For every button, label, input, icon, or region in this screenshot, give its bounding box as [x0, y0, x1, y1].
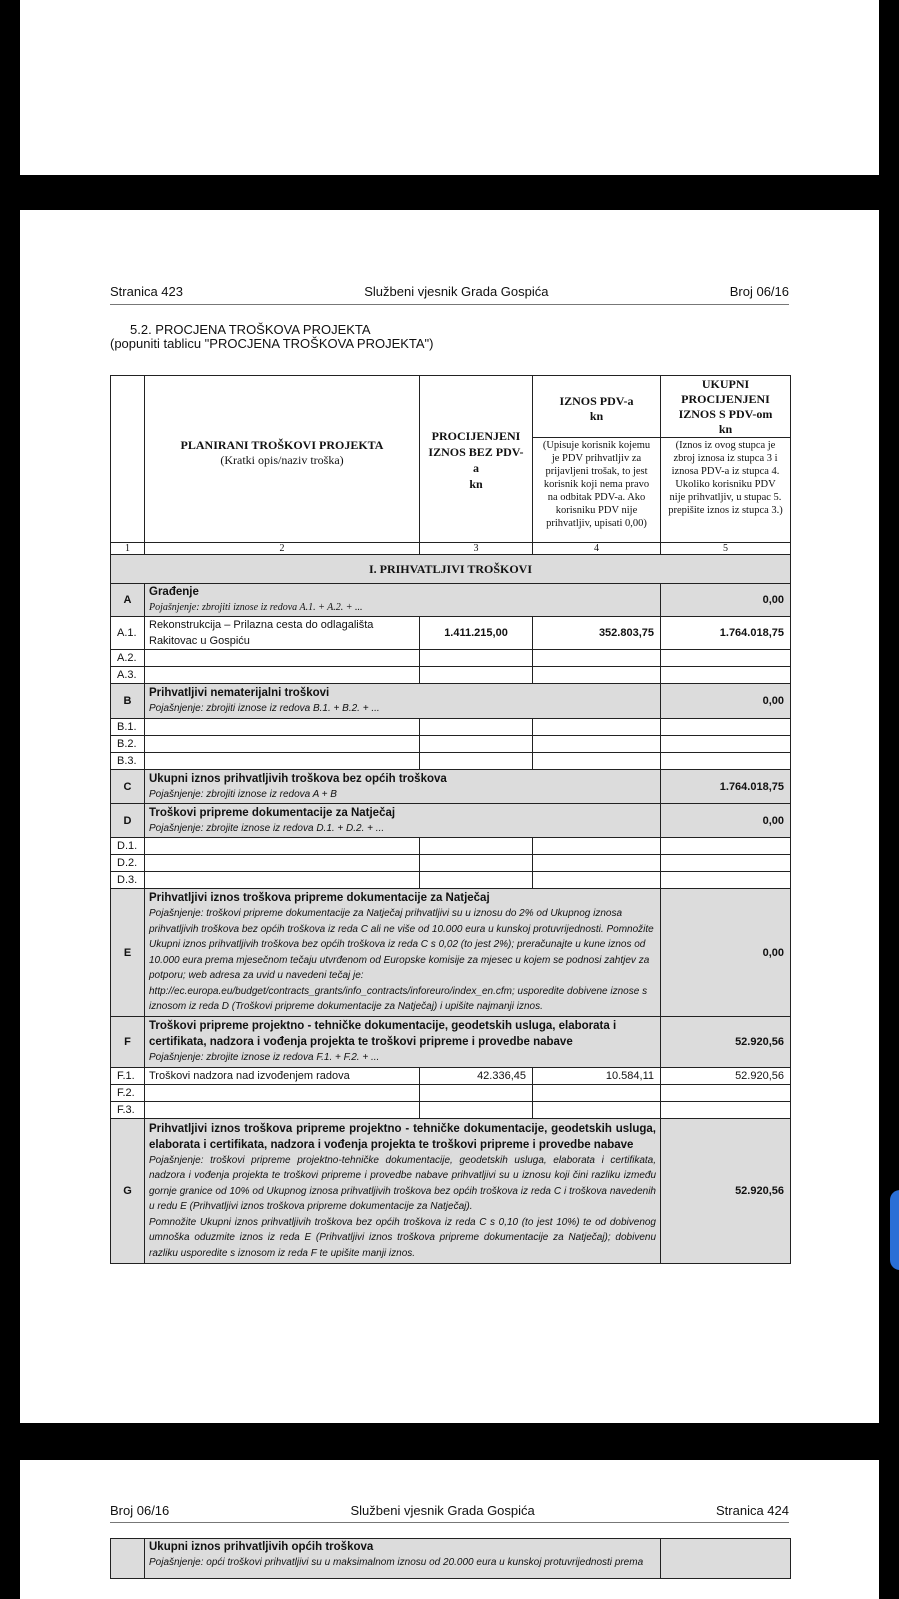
row-code: C	[111, 770, 145, 804]
row-note: Pojašnjenje: troškovi pripreme projektno-tehničke dokumentacije, geodetskih usluga, elaborata i certifikata, nadzora i vođenja projekta te troškovi pripreme i provedbe nabave prihvatljivi su u iznosu koji čini razliku između gornje granice od 10% od Ukupnog iznosa prihvatljivih troškova bez općih troškova iz reda C i troškova navedenih u redu E (Prihvatljivi iznos troškova pripreme dokumentacije za Natječaj).	[149, 1154, 656, 1213]
header-cell-total-incl-vat	[661, 376, 791, 543]
row-note: Pojašnjenje: troškovi pripreme dokumentacije za Natječaj prihvatljivi su u iznosu do 2% od Ukupnog iznosa prihvatljivih troškova bez općih troškova iz reda C ali ne više od 10.000 eura u kunskoj protuvrijednosti. Pomnožite Ukupni iznos prihvatljivih troškova bez općih troškova iz reda C s 0,02 (to jest 2%); preračunajte u kune iznos od 10.000 eura prema mjesečnom tečaju utvrđenom od Europske komisije za mjesec u kojem se podnosi zahtjev za potporu; web adresa za uvid u navedeni tečaj je: http://ec.europa.eu/budget/contracts_grants/info_contracts/inforeuro/index_en.cfm; usporedite dobivene iznose s iznosom iz reda D (Troškovi pripreme dokumentacije za Natječaj) i upišite najmanji iznos.	[149, 908, 654, 1013]
table-row-D3	[111, 872, 791, 889]
empty-cell	[533, 753, 661, 770]
vat-amount: 10.584,11	[533, 1068, 661, 1085]
row-code: A.2.	[111, 650, 145, 667]
table-row-B2	[111, 736, 791, 753]
table-row-A2	[111, 650, 791, 667]
table-row-F3	[111, 1102, 791, 1119]
row-total: 0,00	[661, 889, 791, 1017]
header-divider	[110, 304, 789, 305]
page-top-fragment	[20, 0, 879, 175]
empty-cell	[533, 736, 661, 753]
empty-cell	[661, 719, 791, 736]
empty-cell	[533, 1102, 661, 1119]
table-header-row	[111, 376, 791, 543]
amount-incl-vat: 52.920,56	[661, 1068, 791, 1085]
empty-cell	[533, 855, 661, 872]
empty-cell	[533, 872, 661, 889]
row-total: 0,00	[661, 684, 791, 719]
empty-cell	[420, 667, 533, 684]
row-description	[145, 617, 420, 650]
header-cell-description	[145, 376, 420, 543]
row-description	[145, 684, 661, 719]
row-total: 0,00	[661, 584, 791, 617]
row-description	[145, 1102, 420, 1119]
header-text: IZNOS PDV-a	[559, 394, 634, 408]
header-text: kn	[589, 409, 604, 423]
row-code: F.1.	[111, 1068, 145, 1085]
page-number: Stranica 423	[110, 284, 183, 299]
row-description	[145, 667, 420, 684]
row-code: B	[111, 684, 145, 719]
table-row-A3	[111, 667, 791, 684]
empty-cell	[420, 1085, 533, 1102]
section-title: 5.2. PROCJENA TROŠKOVA PROJEKTA	[130, 322, 371, 337]
header-divider	[110, 1522, 789, 1523]
table-row-G	[111, 1119, 791, 1264]
table-row-general-costs	[111, 1539, 791, 1579]
document-page-424	[20, 1460, 879, 1599]
empty-cell	[420, 855, 533, 872]
row-title: Prihvatljivi iznos troškova pripreme projektno - tehničke dokumentacije, geodetskih usluga, elaborata i certifikata, nadzora i vođenja projekta te troškovi pripreme i provedbe nabave	[149, 1122, 656, 1151]
table-row-B	[111, 684, 791, 719]
row-code: F.2.	[111, 1085, 145, 1102]
row-total: 52.920,56	[661, 1017, 791, 1068]
column-number: 2	[145, 543, 420, 555]
header-cell-empty	[111, 376, 145, 543]
row-title: Ukupni iznos prihvatljivih troškova bez općih troškova	[149, 772, 447, 785]
amount-excl-vat: 1.411.215,00	[420, 617, 533, 650]
vat-amount: 352.803,75	[533, 617, 661, 650]
page-header	[110, 1503, 789, 1518]
empty-cell	[661, 838, 791, 855]
row-code: F.3.	[111, 1102, 145, 1119]
empty-cell	[661, 736, 791, 753]
row-code: A	[111, 584, 145, 617]
row-description: Troškovi nadzora nad izvođenjem radova	[145, 1068, 420, 1085]
column-number-row	[111, 543, 791, 555]
empty-cell	[420, 736, 533, 753]
row-description	[145, 1539, 661, 1579]
row-code: A.3.	[111, 667, 145, 684]
empty-cell	[420, 1102, 533, 1119]
table-row-B3	[111, 753, 791, 770]
table-row-D2	[111, 855, 791, 872]
row-description	[145, 584, 661, 617]
row-code: F	[111, 1017, 145, 1068]
row-total: 52.920,56	[661, 1119, 791, 1264]
table-row-E	[111, 889, 791, 1017]
header-text: kn	[718, 422, 733, 436]
header-text: UKUPNI	[701, 377, 750, 391]
table-row-B1	[111, 719, 791, 736]
row-text: Rakitovac u Gospiću	[149, 635, 250, 647]
row-description	[145, 872, 420, 889]
section-heading: I. PRIHVATLJIVI TROŠKOVI	[111, 555, 791, 584]
scroll-handle[interactable]	[890, 1190, 899, 1270]
header-text: IZNOS BEZ PDV-	[428, 445, 524, 459]
issue-number: Broj 06/16	[729, 284, 789, 299]
row-code: D.2.	[111, 855, 145, 872]
row-text: Rekonstrukcija – Prilazna cesta do odlagališta	[149, 619, 374, 631]
header-text: PROCIJENJENI	[431, 429, 521, 443]
empty-cell	[661, 872, 791, 889]
row-note: Pojašnjenje: zbrojite iznose iz redova D.1. + D.2. + ...	[149, 822, 385, 834]
row-description	[145, 838, 420, 855]
section-subtitle: (popuniti tablicu "PROCJENA TROŠKOVA PROJEKTA")	[110, 336, 434, 351]
row-note: Pojašnjenje: zbrojiti iznose iz redova A.1. + A.2. + ...	[149, 602, 363, 614]
publication-title: Službeni vjesnik Grada Gospića	[364, 284, 549, 299]
document-page-423	[20, 210, 879, 1423]
page-number: Stranica 424	[716, 1503, 789, 1518]
empty-cell	[420, 753, 533, 770]
row-code: D	[111, 804, 145, 838]
row-code	[111, 1539, 145, 1579]
row-code: G	[111, 1119, 145, 1264]
amount-incl-vat: 1.764.018,75	[661, 617, 791, 650]
header-note: (Upisuje korisnik kojemu je PDV prihvatljiv za prijavljeni trošak, to jest korisnik koji nema pravo na odbitak PDV-a. Ako korisniku PDV nije prihvatljiv, upisati 0,00)	[542, 440, 651, 529]
row-note: Pojašnjenje: opći troškovi prihvatljivi su u maksimalnom iznosu od 20.000 eura u kunskoj protuvrijednosti prema	[149, 1557, 644, 1568]
header-cell-amount-excl-vat	[420, 376, 533, 543]
column-number: 3	[420, 543, 533, 555]
empty-cell	[661, 667, 791, 684]
row-description	[145, 889, 661, 1017]
row-code: E	[111, 889, 145, 1017]
row-description	[145, 719, 420, 736]
empty-cell	[533, 719, 661, 736]
table-row-F	[111, 1017, 791, 1068]
row-description	[145, 1119, 661, 1264]
row-description	[145, 650, 420, 667]
row-title: Prihvatljivi nematerijalni troškovi	[149, 687, 330, 700]
row-total: 0,00	[661, 804, 791, 838]
header-text: a	[473, 461, 479, 475]
empty-cell	[533, 650, 661, 667]
table-row-A1	[111, 617, 791, 650]
table-row-A	[111, 584, 791, 617]
row-code: B.3.	[111, 753, 145, 770]
row-description	[145, 804, 661, 838]
empty-cell	[420, 650, 533, 667]
row-note: Pojašnjenje: zbrojiti iznose iz redova A + B	[149, 788, 337, 800]
table-row-D1	[111, 838, 791, 855]
row-title: Troškovi pripreme projektno - tehničke dokumentacije, geodetskih usluga, elaborata i certifikata, nadzora i vođenja projekta te troškovi pripreme i provedbe nabave	[149, 1020, 617, 1049]
row-description	[145, 855, 420, 872]
issue-number: Broj 06/16	[110, 1503, 170, 1518]
empty-cell	[661, 1102, 791, 1119]
empty-cell	[420, 719, 533, 736]
empty-cell	[533, 838, 661, 855]
table-row-C	[111, 770, 791, 804]
header-title: PLANIRANI TROŠKOVI PROJEKTA	[180, 438, 384, 452]
row-code: A.1.	[111, 617, 145, 650]
header-cell-vat	[533, 376, 661, 543]
row-code: D.1.	[111, 838, 145, 855]
row-description	[145, 770, 661, 804]
table-row-D	[111, 804, 791, 838]
row-total	[661, 1539, 791, 1579]
row-description	[145, 736, 420, 753]
table-row-F1	[111, 1068, 791, 1085]
cost-estimate-table	[110, 375, 791, 1264]
row-title: Ukupni iznos prihvatljivih općih troškova	[149, 1541, 374, 1553]
row-note: Pojašnjenje: zbrojite iznose iz redova F.1. + F.2. + ...	[149, 1052, 380, 1064]
row-code: B.1.	[111, 719, 145, 736]
row-title: Građenje	[149, 586, 199, 599]
empty-cell	[661, 1085, 791, 1102]
page-header	[110, 284, 789, 299]
row-note: Pojašnjenje: zbrojiti iznose iz redova B.1. + B.2. + ...	[149, 703, 380, 715]
header-subtitle: (Kratki opis/naziv troška)	[220, 453, 344, 467]
section-heading-row	[111, 555, 791, 584]
row-note: Pomnožite Ukupni iznos prihvatljivih troškova bez općih troškova iz reda C s 0,10 (to jest 10%) te od dobivenog umnoška oduzmite iznos iz reda E (Prihvatljivi iznos troškova pripreme dokumentacije za Natječaj); dobivenu razliku usporedite s iznosom iz reda F te upišite manji iznos.	[149, 1216, 656, 1259]
header-text: kn	[469, 477, 483, 491]
row-code: D.3.	[111, 872, 145, 889]
row-description	[145, 1017, 661, 1068]
row-title: Troškovi pripreme dokumentacije za Natječaj	[149, 806, 396, 819]
row-description	[145, 753, 420, 770]
empty-cell	[533, 667, 661, 684]
empty-cell	[661, 753, 791, 770]
empty-cell	[661, 650, 791, 667]
amount-excl-vat: 42.336,45	[420, 1068, 533, 1085]
table-row-F2	[111, 1085, 791, 1102]
header-note: (Iznos iz ovog stupca je zbroj iznosa iz stupca 3 i iznosa PDV-a iz stupca 4. Ukoliko korisniku PDV nije prihvatljiv, u stupac 5. prepišite iznos iz stupca 3.)	[668, 440, 783, 516]
column-number: 4	[533, 543, 661, 555]
empty-cell	[420, 838, 533, 855]
empty-cell	[661, 855, 791, 872]
empty-cell	[533, 1085, 661, 1102]
column-number: 1	[111, 543, 145, 555]
header-text: IZNOS S PDV-om	[678, 407, 773, 421]
column-number: 5	[661, 543, 791, 555]
header-text: PROCIJENJENI	[681, 392, 770, 406]
row-description	[145, 1085, 420, 1102]
row-code: B.2.	[111, 736, 145, 753]
cost-estimate-table-continued	[110, 1538, 791, 1579]
publication-title: Službeni vjesnik Grada Gospića	[350, 1503, 535, 1518]
row-total: 1.764.018,75	[661, 770, 791, 804]
row-title: Prihvatljivi iznos troškova pripreme dokumentacije za Natječaj	[149, 892, 490, 905]
empty-cell	[420, 872, 533, 889]
